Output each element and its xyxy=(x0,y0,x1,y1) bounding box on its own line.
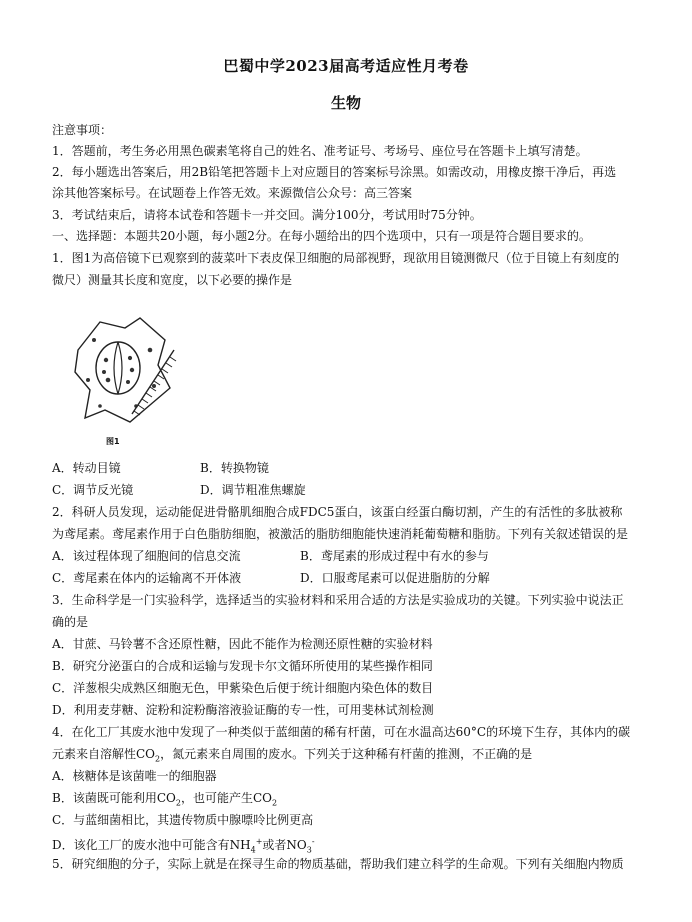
q4-stem-post: ，氮元素来自周围的废水。下列关于这种稀有杆菌的推测，不正确的是 xyxy=(160,747,533,761)
q3-stem-line1: 3．生命科学是一门实验科学，选择适当的实验材料和采用合适的方法是实验成功的关键。下列实验中说法正 xyxy=(52,593,624,607)
q4-b-sub1: 2 xyxy=(175,798,181,808)
q2-stem-line2: 为鸢尾素。鸢尾素作用于白色脂肪细胞，被激活的脂肪细胞能快速消耗葡萄糖和脂肪。下列有关叙述错误的是 xyxy=(52,527,629,541)
q3-option-c: C．洋葱根尖成熟区细胞无色，甲紫染色后便于统计细胞内染色体的数目 xyxy=(52,681,434,695)
exam-title: 巴蜀中学2023届高考适应性月考卷 xyxy=(223,57,469,75)
figure-caption: 图1 xyxy=(106,437,120,446)
q4-stem-line2 xyxy=(52,746,652,767)
q4-d-mid: 或者NO xyxy=(262,838,307,852)
q5-stem-line1: 5．研究细胞的分子，实际上就是在探寻生命的物质基础，帮助我们建立科学的生命观。下列有关细胞内物质 xyxy=(52,857,624,871)
q2-option-b: B．鸢尾素的形成过程中有水的参与 xyxy=(300,549,489,563)
q1-option-a: A．转动目镜 xyxy=(52,461,121,475)
guard-cell-figure xyxy=(70,310,180,430)
q1-option-b: B．转换物镜 xyxy=(200,461,269,475)
q3-option-a: A．甘蔗、马铃薯不含还原性糖，因此不能作为检测还原性糖的实验材料 xyxy=(52,637,433,651)
q4-stem-sub: 2 xyxy=(155,754,161,764)
q1-option-d: D．调节粗准焦螺旋 xyxy=(200,483,306,497)
q4-b-sub2: 2 xyxy=(271,798,278,808)
section-heading: 一、选择题：本题共20小题，每小题2分。在每小题给出的四个选项中，只有一项是符合题目要求的。 xyxy=(52,229,591,243)
q2-option-a: A．该过程体现了细胞间的信息交流 xyxy=(52,549,241,563)
q4-b-mid: ，也可能产生CO xyxy=(180,791,272,805)
notes-heading: 注意事项： xyxy=(52,123,113,137)
note-2b: 涂其他答案标号。在试题卷上作答无效。来源微信公众号：高三答案 xyxy=(52,186,413,200)
q4-d-pre: D．该化工厂的废水池中可能含有NH xyxy=(52,838,251,852)
note-1: 1．答题前，考生务必用黑色碳素笔将自己的姓名、准考证号、考场号、座位号在答题卡上填写清楚。 xyxy=(52,144,588,158)
q4-b-pre: B．该菌既可能利用CO xyxy=(52,791,176,805)
subject-title: 生物 xyxy=(330,94,361,112)
q1-option-c: C．调节反光镜 xyxy=(52,483,134,497)
q4-option-b xyxy=(52,790,652,811)
note-2a: 2．每小题选出答案后，用2B铅笔把答题卡上对应题目的答案标号涂黑。如需改动，用橡皮擦干净后，再选 xyxy=(52,165,617,179)
q4-option-a: A．核糖体是该菌唯一的细胞器 xyxy=(52,769,217,783)
q4-d-sup2: - xyxy=(311,837,315,846)
q4-d-sup1: + xyxy=(255,837,263,846)
q1-stem-line1: 1．图1为高倍镜下已观察到的菠菜叶下表皮保卫细胞的局部视野，现欲用目镜测微尺（位于目镜上有刻度的 xyxy=(52,251,620,265)
q2-option-d: D．口服鸢尾素可以促进脂肪的分解 xyxy=(300,571,490,585)
q3-stem-line2: 确的是 xyxy=(52,615,89,629)
q3-option-d: D．利用麦芽糖、淀粉和淀粉酶溶液验证酶的专一性，可用斐林试剂检测 xyxy=(52,703,434,717)
q4-option-d xyxy=(52,834,652,858)
q4-stem-line1: 4．在化工厂其废水池中发现了一种类似于蓝细菌的稀有杆菌，可在水温高达60°C的环境下生存，其体内的碳 xyxy=(52,725,631,739)
q4-stem-pre: 元素来自溶解性CO xyxy=(52,747,156,761)
q4-d-sub1: 4 xyxy=(250,845,256,855)
q4-d-sub2: 3 xyxy=(306,845,312,855)
q3-option-b: B．研究分泌蛋白的合成和运输与发现卡尔文循环所使用的某些操作相同 xyxy=(52,659,433,673)
q2-option-c: C．鸢尾素在体内的运输离不开体液 xyxy=(52,571,242,585)
q1-stem-line2: 微尺）测量其长度和宽度，以下必要的操作是 xyxy=(52,273,293,287)
q2-stem-line1: 2．科研人员发现，运动能促进骨骼肌细胞合成FDC5蛋白，该蛋白经蛋白酶切割，产生的有活性的多肽被称 xyxy=(52,505,623,519)
note-3: 3．考试结束后，请将本试卷和答题卡一并交回。满分100分，考试用时75分钟。 xyxy=(52,208,482,222)
q4-option-c: C．与蓝细菌相比，其遗传物质中腺嘌呤比例更高 xyxy=(52,813,314,827)
